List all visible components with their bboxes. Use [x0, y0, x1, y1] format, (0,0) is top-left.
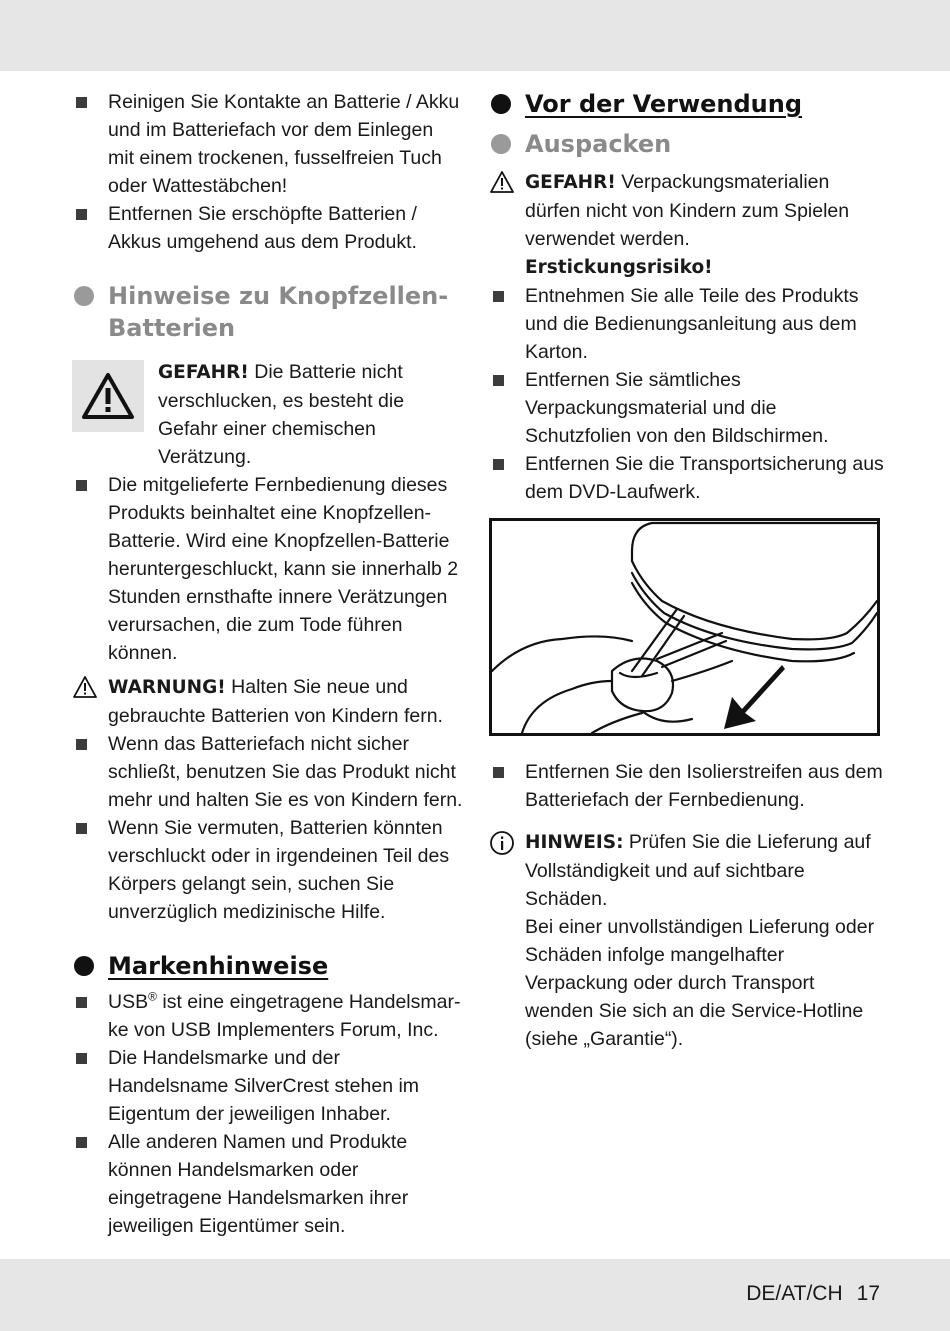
- section-heading-button-cells: Hinweise zu Knopfzellen- Batterien: [72, 280, 464, 344]
- remote-strip-illustration: [492, 521, 877, 733]
- info-circle-icon: [489, 830, 515, 856]
- danger-notice: GEFAHR! Verpackungsmaterialien dürfen nicht von Kindern zum Spielen verwendet werden. Erstickungsrisiko!: [489, 168, 884, 282]
- list-item: Wenn Sie vermuten, Batterien könnten verschluckt oder in irgendeinen Teil des Körpers gelangt sein, suchen Sie unverzüglich medizinische Hilfe.: [72, 814, 464, 926]
- list-item: Entfernen Sie erschöpfte Batterien / Akkus umgehend aus dem Produkt.: [72, 200, 464, 256]
- square-bullet-icon: [76, 823, 87, 834]
- list-item: Die mitgelieferte Fernbedienung dieses Produkts beinhaltet eine Knopfzellen-Batterie. Wird eine Knopfzellen-Batterie heruntergeschluckt, kann sie innerhalb 2 Stunden ernsthafte innere Verätzungen verursachen, die zum Tode führen können.: [72, 471, 464, 667]
- page-footer: [746, 1282, 880, 1306]
- square-bullet-icon: [76, 209, 87, 220]
- square-bullet-icon: [76, 739, 87, 750]
- left-column: [72, 88, 464, 1240]
- square-bullet-icon: [493, 459, 504, 470]
- info-notice: HINWEIS: Prüfen Sie die Lieferung auf Vollständigkeit und auf sichtbare Schäden. Bei einer unvollständigen Lieferung oder Schäden infolge mangelhafter Verpackung oder durch Transport wenden Sie sich an die Service-Hotline (siehe „Garantie“).: [489, 828, 884, 1053]
- square-bullet-icon: [493, 291, 504, 302]
- square-bullet-icon: [76, 480, 87, 491]
- illustration-remove-isolation-strip: [489, 518, 880, 736]
- list-item: Entnehmen Sie alle Teile des Produkts und die Bedienungsanleitung aus dem Karton.: [489, 282, 884, 366]
- page-number: 17: [856, 1282, 880, 1305]
- bullet-dot-icon: [491, 134, 511, 154]
- danger-notice: GEFAHR! Die Batterie nicht verschlucken, es besteht die Gefahr einer chemischen Verätzung.: [72, 358, 464, 471]
- square-bullet-icon: [493, 375, 504, 386]
- bullet-dot-icon: [74, 956, 94, 976]
- warning-triangle-icon: [489, 170, 515, 194]
- bullet-dot-icon: [491, 94, 511, 114]
- square-bullet-icon: [76, 97, 87, 108]
- list-item: Entfernen Sie sämtliches Verpackungsmaterial und die Schutzfolien von den Bildschirmen.: [489, 366, 884, 450]
- bullet-dot-icon: [74, 286, 94, 306]
- region-label: DE/AT/CH: [746, 1282, 843, 1305]
- square-bullet-icon: [76, 1053, 87, 1064]
- list-item: Die Handelsmarke und der Handelsname SilverCrest stehen im Eigentum der jeweiligen Inhaber.: [72, 1044, 464, 1128]
- top-band: [0, 0, 950, 71]
- list-item: USB® ist eine eingetragene Handelsmar-ke von USB Implementers Forum, Inc.: [72, 988, 464, 1044]
- section-heading-unpacking: Auspacken: [489, 128, 884, 160]
- section-heading-trademarks: Markenhinweise: [72, 950, 464, 982]
- square-bullet-icon: [76, 997, 87, 1008]
- warning-notice: WARNUNG! Halten Sie neue und gebrauchte Batterien von Kindern fern.: [72, 673, 464, 730]
- warning-triangle-icon: [72, 360, 144, 432]
- list-item: Entfernen Sie den Isolierstreifen aus dem Batteriefach der Fernbedienung.: [489, 758, 884, 814]
- square-bullet-icon: [493, 767, 504, 778]
- list-item: Alle anderen Namen und Produkte können Handelsmarken oder eingetragene Handelsmarken ihrer jeweiligen Eigentümer sein.: [72, 1128, 464, 1240]
- list-item: Entfernen Sie die Transportsicherung aus dem DVD-Laufwerk.: [489, 450, 884, 506]
- section-heading-before-use: Vor der Verwendung: [489, 88, 884, 120]
- right-column: [489, 88, 884, 1053]
- list-item: Wenn das Batteriefach nicht sicher schließt, benutzen Sie das Produkt nicht mehr und halten Sie es von Kindern fern.: [72, 730, 464, 814]
- list-item: Reinigen Sie Kontakte an Batterie / Akku und im Batteriefach vor dem Einlegen mit einem trockenen, fusselfreien Tuch oder Wattestäbchen!: [72, 88, 464, 200]
- square-bullet-icon: [76, 1137, 87, 1148]
- warning-triangle-icon: [72, 675, 98, 699]
